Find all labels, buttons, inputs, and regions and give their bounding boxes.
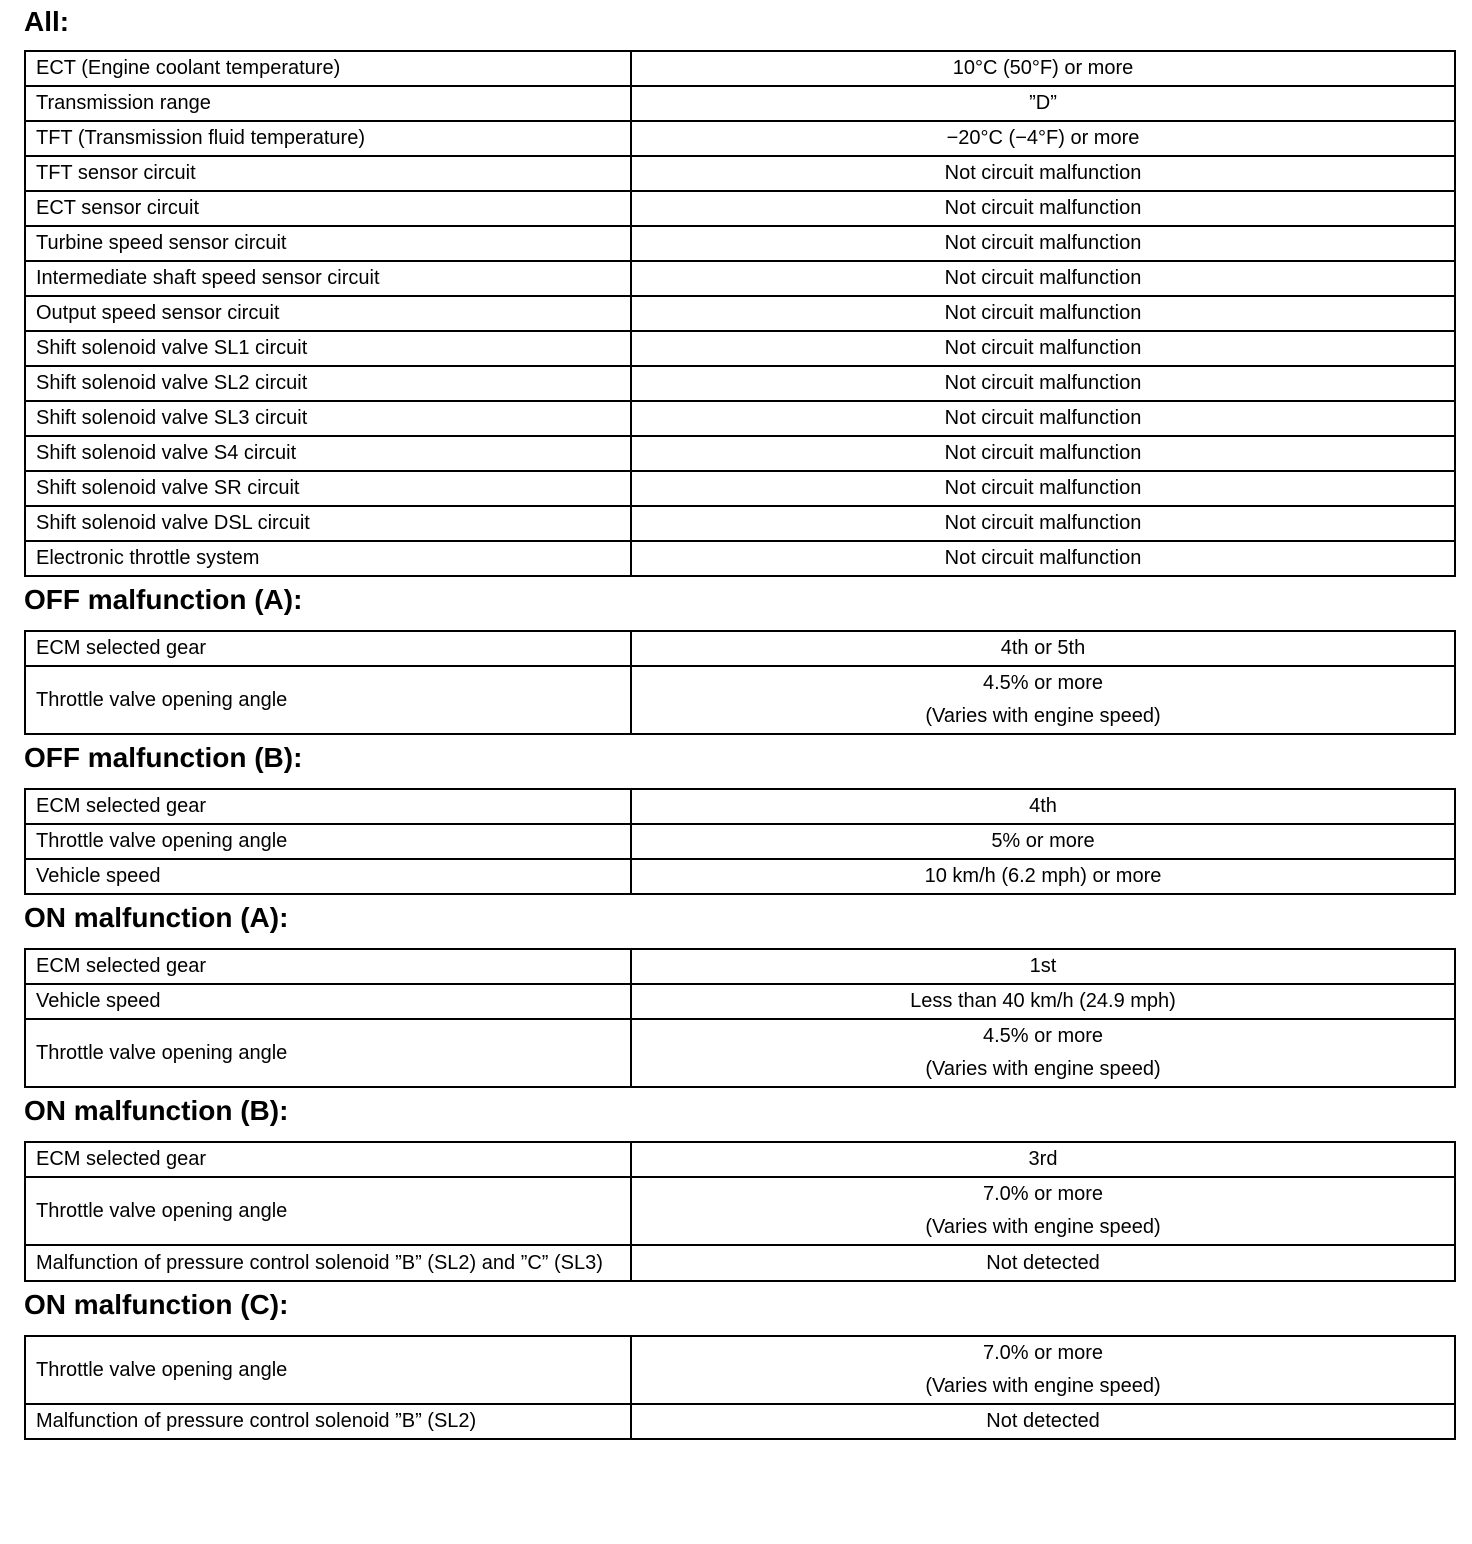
- condition-item: Throttle valve opening angle: [25, 1019, 631, 1087]
- table-row: [25, 789, 1455, 824]
- table-row: [25, 1404, 1455, 1439]
- conditions-table-on-b: [24, 1141, 1456, 1282]
- condition-value: Not detected: [631, 1404, 1455, 1439]
- value-line: 7.0% or more: [982, 1342, 1104, 1364]
- table-row: [25, 191, 1455, 226]
- condition-value: 1st: [631, 949, 1455, 984]
- condition-item: Output speed sensor circuit: [25, 296, 631, 331]
- condition-value: 10 km/h (6.2 mph) or more: [631, 859, 1455, 894]
- condition-item: ECT (Engine coolant temperature): [25, 51, 631, 86]
- condition-value: 4th: [631, 789, 1455, 824]
- table-row: [25, 121, 1455, 156]
- condition-item: Malfunction of pressure control solenoid ”B” (SL2): [25, 1404, 631, 1439]
- condition-value: Not circuit malfunction: [631, 191, 1455, 226]
- condition-value: Not circuit malfunction: [631, 331, 1455, 366]
- value-note: (Varies with engine speed): [925, 1375, 1161, 1397]
- section-title: ON malfunction (A):: [24, 902, 289, 933]
- table-row: [25, 261, 1455, 296]
- section-title: OFF malfunction (A):: [24, 584, 303, 615]
- table-row: [25, 949, 1455, 984]
- condition-value: 5% or more: [631, 824, 1455, 859]
- condition-value: Not circuit malfunction: [631, 261, 1455, 296]
- condition-item: Turbine speed sensor circuit: [25, 226, 631, 261]
- condition-item: Electronic throttle system: [25, 541, 631, 576]
- section-heading-all: [24, 0, 1456, 50]
- condition-value: Not detected: [631, 1245, 1455, 1281]
- table-row: [25, 666, 1455, 734]
- table-row: [25, 1245, 1455, 1281]
- condition-item: Transmission range: [25, 86, 631, 121]
- condition-item: ECM selected gear: [25, 789, 631, 824]
- condition-value: Not circuit malfunction: [631, 506, 1455, 541]
- condition-value: [631, 1336, 1455, 1404]
- table-row: [25, 824, 1455, 859]
- table-row: [25, 331, 1455, 366]
- document-page: [24, 0, 1456, 1440]
- condition-value: [631, 666, 1455, 734]
- condition-item: Shift solenoid valve S4 circuit: [25, 436, 631, 471]
- conditions-table-on-a: [24, 948, 1456, 1088]
- condition-item: Malfunction of pressure control solenoid ”B” (SL2) and ”C” (SL3): [25, 1245, 631, 1281]
- value-note: (Varies with engine speed): [925, 1058, 1161, 1080]
- value-line: 7.0% or more: [982, 1183, 1104, 1205]
- condition-item: ECM selected gear: [25, 949, 631, 984]
- condition-item: Throttle valve opening angle: [25, 666, 631, 734]
- condition-value: −20°C (−4°F) or more: [631, 121, 1455, 156]
- value-note: (Varies with engine speed): [925, 1216, 1161, 1238]
- condition-value: Not circuit malfunction: [631, 366, 1455, 401]
- table-row: [25, 296, 1455, 331]
- table-row: [25, 366, 1455, 401]
- condition-value: [631, 1019, 1455, 1087]
- condition-item: TFT (Transmission fluid temperature): [25, 121, 631, 156]
- table-row: [25, 1336, 1455, 1404]
- condition-item: Throttle valve opening angle: [25, 1336, 631, 1404]
- section-heading-off-b: [24, 735, 1456, 788]
- table-row: [25, 984, 1455, 1019]
- condition-value: 4th or 5th: [631, 631, 1455, 666]
- table-row: [25, 86, 1455, 121]
- condition-item: Intermediate shaft speed sensor circuit: [25, 261, 631, 296]
- condition-value: Not circuit malfunction: [631, 401, 1455, 436]
- conditions-table-off-a: [24, 630, 1456, 735]
- condition-item: ECM selected gear: [25, 631, 631, 666]
- condition-item: Shift solenoid valve SL3 circuit: [25, 401, 631, 436]
- value-line: 4.5% or more: [982, 1025, 1104, 1047]
- condition-value: Not circuit malfunction: [631, 226, 1455, 261]
- condition-item: TFT sensor circuit: [25, 156, 631, 191]
- condition-value: 3rd: [631, 1142, 1455, 1177]
- table-row: [25, 541, 1455, 576]
- table-row: [25, 859, 1455, 894]
- table-row: [25, 436, 1455, 471]
- table-row: [25, 506, 1455, 541]
- condition-item: Shift solenoid valve DSL circuit: [25, 506, 631, 541]
- table-row: [25, 1142, 1455, 1177]
- condition-item: Vehicle speed: [25, 859, 631, 894]
- conditions-table-off-b: [24, 788, 1456, 895]
- condition-value: Not circuit malfunction: [631, 436, 1455, 471]
- condition-value: Not circuit malfunction: [631, 156, 1455, 191]
- table-row: [25, 156, 1455, 191]
- condition-item: Shift solenoid valve SR circuit: [25, 471, 631, 506]
- table-row: [25, 226, 1455, 261]
- section-title: ON malfunction (B):: [24, 1095, 289, 1126]
- condition-item: ECM selected gear: [25, 1142, 631, 1177]
- condition-value: Not circuit malfunction: [631, 296, 1455, 331]
- table-row: [25, 631, 1455, 666]
- table-row: [25, 51, 1455, 86]
- condition-item: Throttle valve opening angle: [25, 824, 631, 859]
- condition-item: Shift solenoid valve SL2 circuit: [25, 366, 631, 401]
- condition-item: Shift solenoid valve SL1 circuit: [25, 331, 631, 366]
- condition-value: Less than 40 km/h (24.9 mph): [631, 984, 1455, 1019]
- section-heading-on-b: [24, 1088, 1456, 1141]
- condition-value: [631, 1177, 1455, 1245]
- section-title: OFF malfunction (B):: [24, 742, 303, 773]
- section-heading-on-a: [24, 895, 1456, 948]
- conditions-table-all: [24, 50, 1456, 577]
- section-title: ON malfunction (C):: [24, 1289, 289, 1320]
- section-heading-on-c: [24, 1282, 1456, 1335]
- condition-item: Throttle valve opening angle: [25, 1177, 631, 1245]
- table-row: [25, 1019, 1455, 1087]
- table-row: [25, 471, 1455, 506]
- condition-value: Not circuit malfunction: [631, 471, 1455, 506]
- condition-item: ECT sensor circuit: [25, 191, 631, 226]
- condition-value: 10°C (50°F) or more: [631, 51, 1455, 86]
- condition-value: Not circuit malfunction: [631, 541, 1455, 576]
- conditions-table-on-c: [24, 1335, 1456, 1440]
- value-note: (Varies with engine speed): [925, 705, 1161, 727]
- table-row: [25, 1177, 1455, 1245]
- condition-value: ”D”: [631, 86, 1455, 121]
- condition-item: Vehicle speed: [25, 984, 631, 1019]
- section-heading-off-a: [24, 577, 1456, 630]
- value-line: 4.5% or more: [982, 672, 1104, 694]
- table-row: [25, 401, 1455, 436]
- section-title: All:: [24, 6, 70, 37]
